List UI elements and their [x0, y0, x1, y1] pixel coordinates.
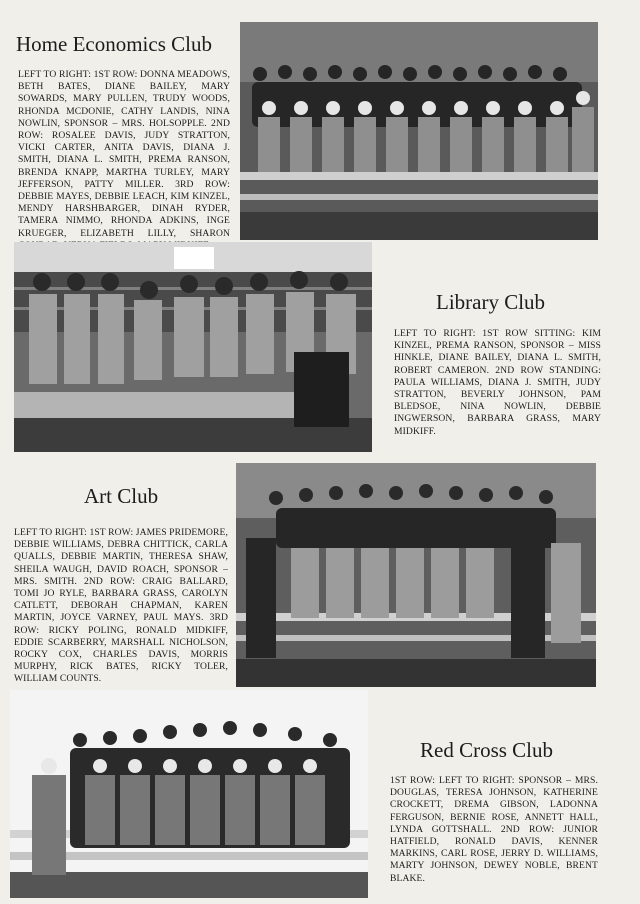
art-group-image [236, 463, 596, 687]
red-cross-club-photo [10, 690, 368, 898]
library-group-image [14, 242, 372, 452]
art-club-caption: LEFT TO RIGHT: 1ST ROW: JAMES PRIDEMORE, DEBBIE WILLIAMS, DEBRA CHITTICK, CARLA QUALLS, DEBBIE MARTIN, THERESA SHAW, SHEILA WAUGH, DAVID ROACH, SPONSOR – MRS. SMITH. 2ND ROW: CRAIG BALLARD, TOMI JO RYLE, BARBARA GRASS, CAROLYN CATLETT, DEBORAH CHAPMAN, KAREN MARTIN, JOYCE VARNEY, PAUL MAYS. 3RD ROW: RICKY POLING, RONALD MIDKIFF, EDDIE SCARBERRY, MARSHALL NICHOLSON, ROCKY COX, CHARLES DAVIS, MORRIS MURPHY, RICK BATES, RICKY TOLER, WILLIAM COUNTS. [14, 527, 228, 685]
home-economics-group-image [240, 22, 598, 240]
red-cross-group-image [10, 690, 368, 898]
home-economics-club-photo [240, 22, 598, 240]
red-cross-club-title: Red Cross Club [420, 738, 554, 762]
library-club-photo [14, 242, 372, 452]
library-club-title: Library Club [436, 290, 546, 314]
home-economics-club-title: Home Economics Club [16, 32, 212, 56]
red-cross-club-caption: 1ST ROW: LEFT TO RIGHT: SPONSOR – MRS. DOUGLAS, TERESA JOHNSON, KATHERINE CROCKETT, DREMA GIBSON, LADONNA FERGUSON, BERNIE ROSE, ANNETT HALL, LYNDA GOTTSHALL. 2ND ROW: JUNIOR HATFIELD, RONALD DAVIS, KENNER MARKINS, CARL ROSE, JERRY D. WILLIAMS, MARTY JOHNSON, DEWEY NOBLE, BRENT BLAKE. [390, 775, 598, 884]
home-economics-club-caption: LEFT TO RIGHT: 1ST ROW: DONNA MEADOWS, BETH BATES, DIANE BAILEY, MARY SOWARDS, MARY PULLEN, TRUDY WOODS, RHONDA MCDONIE, CATHY LANDIS, NINA NOWLIN, SPONSOR – MRS. HOLSOPPLE. 2ND ROW: ROSALEE DAVIS, JUDY STRATTON, VICKI CARTER, ANITA DAVIS, DIANA J. SMITH, DIANA L. SMITH, PREMA RANSON, BRENDA KNAPP, MARTHA TURLEY, MARY JEFFERSON, PATTY MILLER. 3RD ROW: DEBBIE MAYES, DEBBIE LEACH, KIM KINZEL, MENDY HARSHBARGER, DINAH RYDER, TAMERA NIMMO, RHONDA ADKINS, INGE KRUEGER, ELIZABETH LILLY, SHARON [18, 69, 230, 239]
art-club-title: Art Club [84, 484, 159, 508]
library-club-caption: LEFT TO RIGHT: 1ST ROW SITTING: KIM KINZEL, PREMA RANSON, SPONSOR – MISS HINKLE, DIANE BAILEY, DIANA L. SMITH, ROBERT CAMERON. 2ND ROW STANDING: PAULA WILLIAMS, DIANA J. SMITH, JUDY STRATTON, BEVERLY JOHNSON, PAM BLEDSOE, NINA NOWLIN, DEBBIE INGWERSON, BARBARA GRASS, MARY MIDKIFF. [394, 328, 601, 437]
art-club-photo [236, 463, 596, 687]
